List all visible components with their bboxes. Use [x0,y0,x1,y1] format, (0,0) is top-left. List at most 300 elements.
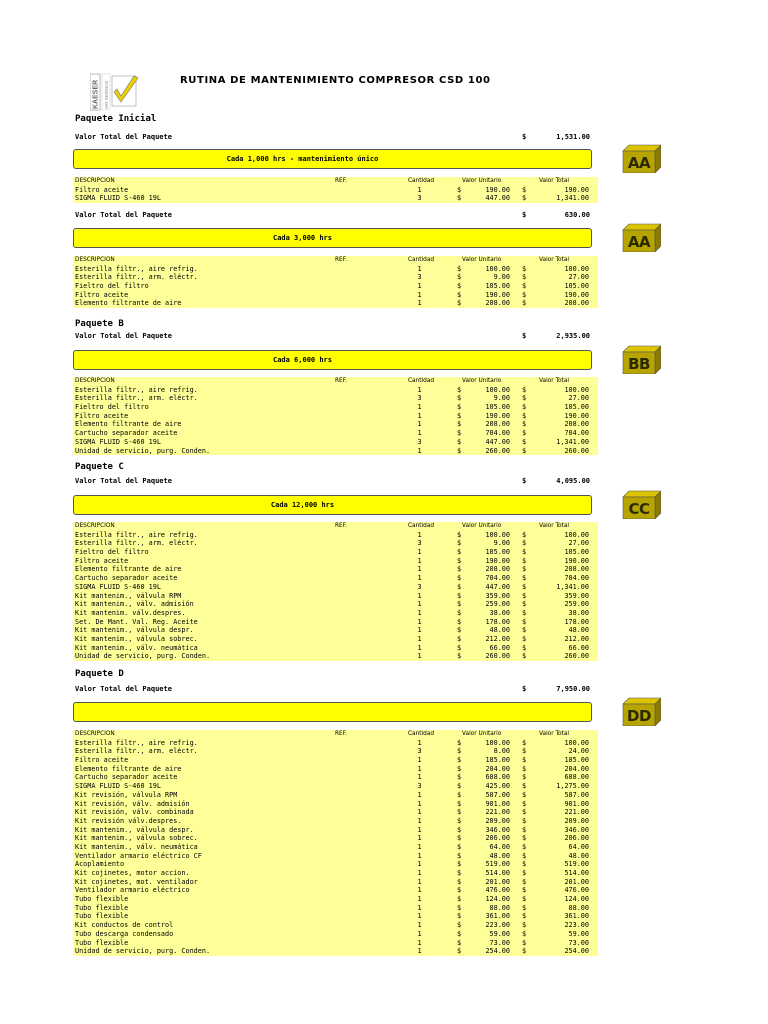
table-row [73,386,598,395]
table-row [73,886,598,895]
part-description: SIGMA FLUID S-460 19L [75,582,161,591]
part-total-price: 901.00 [564,799,589,808]
part-quantity: 1 [417,912,422,921]
part-description: SIGMA FLUID S-460 19L [75,437,161,446]
part-total-price: 105.00 [564,548,589,557]
currency-symbol: $ [522,385,527,394]
table-row [73,939,598,948]
table-row [73,912,598,921]
interval-text: Cada 3,000 hrs [272,234,332,242]
part-description: Esterilla filtr., arm. eléctr. [75,539,198,548]
part-description: Esterilla filtr., aire refrig. [75,385,198,394]
part-description: Kit mantenim., válvula RPM [75,591,182,600]
part-quantity: 1 [417,921,422,930]
currency-symbol: $ [457,842,462,851]
currency-symbol: $ [457,574,462,583]
part-quantity: 1 [417,600,422,609]
part-total-price: 212.00 [564,634,589,643]
currency-symbol: $ [522,565,527,574]
part-unit-price: 208.00 [485,299,510,308]
currency-symbol: $ [457,385,462,394]
part-quantity: 3 [417,582,422,591]
currency-symbol: $ [457,403,462,412]
table-row [73,852,598,861]
part-total-price: 209.00 [564,816,589,825]
part-unit-price: 688.00 [485,773,510,782]
part-unit-price: 209.00 [485,816,510,825]
column-header-description: DESCRIPCION [75,178,115,184]
badge-label: CC [628,500,650,518]
part-description: Kit mantenim. válv.despres. [75,608,186,617]
table-row [73,548,598,557]
part-total-price: 178.00 [564,617,589,626]
column-header-unit-price: Valor Unitario [462,178,502,184]
table-row [73,947,598,956]
package-total-label: Valor Total del Paquete [75,332,172,340]
currency-symbol: $ [522,929,527,938]
column-header-ref: REF. [335,257,347,263]
page-title: RUTINA DE MANTENIMIENTO COMPRESOR CSD 100 [180,75,491,86]
currency-symbol: $ [522,185,527,194]
currency-symbol: $ [457,411,462,420]
column-header-unit-price: Valor Unitario [462,257,502,263]
part-description: Cartucho separador aceite [75,773,178,782]
table-row [73,403,598,412]
package-badge-icon [619,143,661,173]
part-quantity: 3 [417,782,422,791]
part-unit-price: 190.00 [485,411,510,420]
currency-symbol: $ [457,264,462,273]
part-unit-price: 208.00 [485,420,510,429]
part-unit-price: 105.00 [485,403,510,412]
badge-label: AA [627,233,651,251]
table-row [73,531,598,540]
currency-symbol: $ [457,626,462,635]
column-header-quantity: Cantidad [408,731,435,737]
part-quantity: 1 [417,411,422,420]
part-quantity: 3 [417,273,422,282]
table-row [73,800,598,809]
column-header-unit-price: Valor Unitario [462,523,502,529]
column-header-unit-price: Valor Unitario [462,378,502,384]
part-description: Kit revisión, válv. admisión [75,799,190,808]
currency-symbol: $ [522,808,527,817]
part-total-price: 359.00 [564,591,589,600]
column-header-quantity: Cantidad [408,523,435,529]
part-quantity: 1 [417,548,422,557]
part-total-price: 514.00 [564,869,589,877]
part-total-price: 346.00 [564,825,589,834]
column-header-quantity: Cantidad [408,257,435,263]
package-total-value: 630.00 [564,211,590,219]
badge-label: DD [627,707,651,725]
currency-symbol: $ [457,290,462,299]
column-header-total: Valor Total [539,731,569,737]
currency-symbol: $ [457,912,462,921]
currency-symbol: $ [522,643,527,652]
currency-symbol: $ [457,834,462,843]
part-description: SIGMA FLUID S-460 19L [75,782,161,791]
part-total-price: 201.00 [564,877,589,886]
part-description: Elemento filtrante de aire [75,299,182,308]
table-row [73,652,598,661]
currency-symbol: $ [457,548,462,557]
part-description: Filtro aceite [75,556,129,565]
part-unit-price: 476.00 [485,886,510,895]
parts-table [73,177,598,203]
part-unit-price: 201.00 [485,877,510,886]
currency-symbol: $ [457,921,462,930]
part-description: Esterilla filtr., aire refrig. [75,530,198,539]
part-unit-price: 124.00 [485,895,510,904]
part-quantity: 1 [417,816,422,825]
table-row [73,878,598,887]
column-header-description: DESCRIPCION [75,731,115,737]
part-unit-price: 64.00 [489,842,510,851]
part-total-price: 88.00 [568,903,589,912]
part-quantity: 1 [417,834,422,843]
part-total-price: 476.00 [564,886,589,895]
package-total-row [75,332,590,343]
part-quantity: 1 [417,282,422,291]
currency-symbol: $ [457,299,462,308]
part-description: Kit cojinetes, mot. ventilador [75,877,198,886]
part-total-price: 190.00 [564,185,589,194]
part-total-price: 105.00 [564,282,589,291]
part-total-price: 64.00 [568,842,589,851]
currency-symbol: $ [522,921,527,930]
table-row [73,291,598,300]
parts-table [73,377,598,455]
table-header [73,730,598,739]
currency-symbol: $ [522,264,527,273]
currency-symbol: $ [522,747,527,756]
part-unit-price: 259.00 [485,600,510,609]
part-unit-price: 208.00 [485,565,510,574]
part-description: Esterilla filtr., aire refrig. [75,264,198,273]
part-quantity: 1 [417,643,422,652]
part-description: Kit mantenim., válv. neumática [75,643,198,652]
table-row [73,756,598,765]
currency-symbol: $ [457,886,462,895]
part-description: Ventilador armario eléctrico [75,886,190,895]
currency-symbol: $ [522,429,527,438]
part-unit-price: 48.00 [489,851,510,860]
logo-brand: KAESER [92,79,100,109]
part-total-price: 1,275.00 [556,782,589,791]
parts-table [73,730,598,956]
table-row [73,299,598,308]
currency-symbol: $ [457,947,462,956]
column-header-total: Valor Total [539,257,569,263]
part-unit-price: 190.00 [485,556,510,565]
part-quantity: 1 [417,825,422,834]
package-total-row [75,477,590,488]
part-quantity: 1 [417,895,422,904]
part-quantity: 1 [417,530,422,539]
badge-label: BB [628,355,650,373]
part-unit-price: 254.00 [485,947,510,956]
currency-symbol: $ [457,929,462,938]
currency-symbol: $ [457,903,462,912]
currency-symbol: $ [522,842,527,851]
part-quantity: 1 [417,634,422,643]
currency-symbol: $ [457,782,462,791]
part-quantity: 1 [417,446,422,455]
part-unit-price: 105.00 [485,548,510,557]
table-row [73,904,598,913]
part-description: Unidad de servicio, purg. Conden. [75,446,211,455]
currency-symbol: $ [522,895,527,904]
currency-symbol: $ [457,764,462,773]
part-unit-price: 9.00 [493,539,510,548]
part-description: Cartucho separador aceite [75,574,178,583]
currency-symbol: $ [457,394,462,403]
column-header-ref: REF. [335,731,347,737]
part-description: Elemento filtrante de aire [75,565,182,574]
package-title: Paquete D [75,669,124,679]
interval-band [73,702,651,725]
part-quantity: 1 [417,299,422,308]
currency-symbol: $ [522,617,527,626]
currency-symbol: $ [457,895,462,904]
currency-symbol: $ [522,211,527,219]
part-unit-price: 59.00 [489,929,510,938]
part-total-price: 190.00 [564,411,589,420]
part-total-price: 1,341.00 [556,437,589,446]
currency-symbol: $ [457,851,462,860]
part-total-price: 361.00 [564,912,589,921]
currency-symbol: $ [522,903,527,912]
package-badge-icon [619,344,661,374]
currency-symbol: $ [522,626,527,635]
part-total-price: 208.00 [564,565,589,574]
part-unit-price: 212.00 [485,634,510,643]
part-description: Tubo flexible [75,895,129,904]
part-unit-price: 100.00 [485,530,510,539]
package-badge-icon [619,696,661,726]
part-total-price: 1,341.00 [556,582,589,591]
part-quantity: 3 [417,437,422,446]
currency-symbol: $ [522,446,527,455]
part-total-price: 59.00 [568,929,589,938]
table-row [73,765,598,774]
part-total-price: 206.00 [564,834,589,843]
table-row [73,265,598,274]
part-description: Kit mantenim., válv. admisión [75,600,194,609]
part-description: SIGMA FLUID S-460 19L [75,194,161,203]
part-quantity: 1 [417,652,422,661]
table-row [73,600,598,609]
part-description: Tubo flexible [75,938,129,947]
package-total-row [75,211,590,222]
currency-symbol: $ [457,565,462,574]
part-unit-price: 185.00 [485,756,510,765]
currency-symbol: $ [457,738,462,747]
part-total-price: 27.00 [568,273,589,282]
part-unit-price: 447.00 [485,582,510,591]
currency-symbol: $ [457,273,462,282]
part-description: Kit mantenim., válvula despr. [75,626,194,635]
part-description: Set. De Mant. Val. Reg. Aceite [75,617,198,626]
part-total-price: 259.00 [564,600,589,609]
currency-symbol: $ [522,411,527,420]
currency-symbol: $ [457,539,462,548]
currency-symbol: $ [457,617,462,626]
part-quantity: 1 [417,591,422,600]
part-quantity: 1 [417,860,422,869]
part-unit-price: 260.00 [485,652,510,661]
part-total-price: 519.00 [564,860,589,869]
part-quantity: 1 [417,565,422,574]
table-row [73,394,598,403]
currency-symbol: $ [457,634,462,643]
table-row [73,644,598,653]
part-total-price: 48.00 [568,626,589,635]
part-description: Filtro aceite [75,185,129,194]
table-row [73,860,598,869]
part-quantity: 1 [417,264,422,273]
column-header-description: DESCRIPCION [75,378,115,384]
parts-table [73,256,598,308]
package-badge-icon [619,489,661,519]
part-total-price: 124.00 [564,895,589,904]
part-quantity: 3 [417,747,422,756]
part-unit-price: 519.00 [485,860,510,869]
part-quantity: 1 [417,764,422,773]
part-unit-price: 901.00 [485,799,510,808]
package-title: Paquete Inicial [75,114,157,124]
part-unit-price: 190.00 [485,185,510,194]
currency-symbol: $ [457,860,462,869]
currency-symbol: $ [522,886,527,895]
part-unit-price: 38.00 [489,608,510,617]
interval-text: Cada 1,000 hrs - mantenimiento único [226,155,379,163]
part-total-price: 38.00 [568,608,589,617]
part-quantity: 1 [417,773,422,782]
part-total-price: 48.00 [568,851,589,860]
table-row [73,869,598,878]
part-quantity: 1 [417,556,422,565]
part-quantity: 1 [417,947,422,956]
part-description: Cartucho separador aceite [75,429,178,438]
currency-symbol: $ [522,194,527,203]
part-quantity: 1 [417,617,422,626]
part-description: Elemento filtrante de aire [75,764,182,773]
table-header [73,522,598,531]
part-unit-price: 178.00 [485,617,510,626]
table-row [73,592,598,601]
part-quantity: 1 [417,626,422,635]
currency-symbol: $ [522,133,527,141]
currency-symbol: $ [457,877,462,886]
currency-symbol: $ [522,608,527,617]
part-total-price: 688.00 [564,773,589,782]
parts-table [73,522,598,661]
currency-symbol: $ [522,273,527,282]
part-quantity: 1 [417,738,422,747]
part-total-price: 587.00 [564,790,589,799]
currency-symbol: $ [457,747,462,756]
part-unit-price: 447.00 [485,194,510,203]
table-row [73,565,598,574]
column-header-ref: REF. [335,178,347,184]
currency-symbol: $ [522,591,527,600]
table-row [73,626,598,635]
currency-symbol: $ [522,652,527,661]
part-quantity: 1 [417,869,422,877]
part-quantity: 1 [417,886,422,895]
part-quantity: 1 [417,929,422,938]
column-header-ref: REF. [335,523,347,529]
currency-symbol: $ [457,825,462,834]
interval-text: Cada 12,000 hrs [270,501,335,509]
part-unit-price: 100.00 [485,738,510,747]
part-unit-price: 704.00 [485,429,510,438]
part-unit-price: 105.00 [485,282,510,291]
column-header-total: Valor Total [539,378,569,384]
part-unit-price: 425.00 [485,782,510,791]
part-quantity: 1 [417,403,422,412]
table-header [73,377,598,386]
currency-symbol: $ [457,591,462,600]
part-description: Kit cojinetes, motor accion. [75,869,190,877]
part-description: Kit conductos de control [75,921,174,930]
part-description: Acoplamiento [75,860,125,869]
package-total-value: 7,950.00 [556,685,590,693]
currency-symbol: $ [457,816,462,825]
badge-label: AA [627,154,651,172]
part-description: Fieltro del filtro [75,282,149,291]
part-quantity: 3 [417,194,422,203]
part-description: Kit revisión, válv. combinada [75,808,194,817]
table-row [73,921,598,930]
column-header-description: DESCRIPCION [75,523,115,529]
part-total-price: 27.00 [568,394,589,403]
table-row [73,635,598,644]
currency-symbol: $ [522,685,527,693]
currency-symbol: $ [457,608,462,617]
currency-symbol: $ [522,574,527,583]
part-description: Fieltro del filtro [75,403,149,412]
part-total-price: 73.00 [568,938,589,947]
part-description: Kit mantenim., válvula sobrec. [75,834,198,843]
currency-symbol: $ [457,556,462,565]
part-unit-price: 48.00 [489,626,510,635]
currency-symbol: $ [522,556,527,565]
table-row [73,843,598,852]
part-total-price: 100.00 [564,530,589,539]
table-row [73,194,598,203]
currency-symbol: $ [522,947,527,956]
interval-band [73,350,650,373]
part-quantity: 1 [417,574,422,583]
table-row [73,429,598,438]
part-description: Tubo flexible [75,912,129,921]
part-description: Unidad de servicio, purg. Conden. [75,652,211,661]
currency-symbol: $ [522,403,527,412]
column-header-total: Valor Total [539,178,569,184]
column-header-description: DESCRIPCION [75,257,115,263]
currency-symbol: $ [457,429,462,438]
part-total-price: 66.00 [568,643,589,652]
currency-symbol: $ [457,185,462,194]
package-title: Paquete C [75,462,124,472]
part-description: Filtro aceite [75,756,129,765]
table-row [73,609,598,618]
part-total-price: 221.00 [564,808,589,817]
table-row [73,574,598,583]
